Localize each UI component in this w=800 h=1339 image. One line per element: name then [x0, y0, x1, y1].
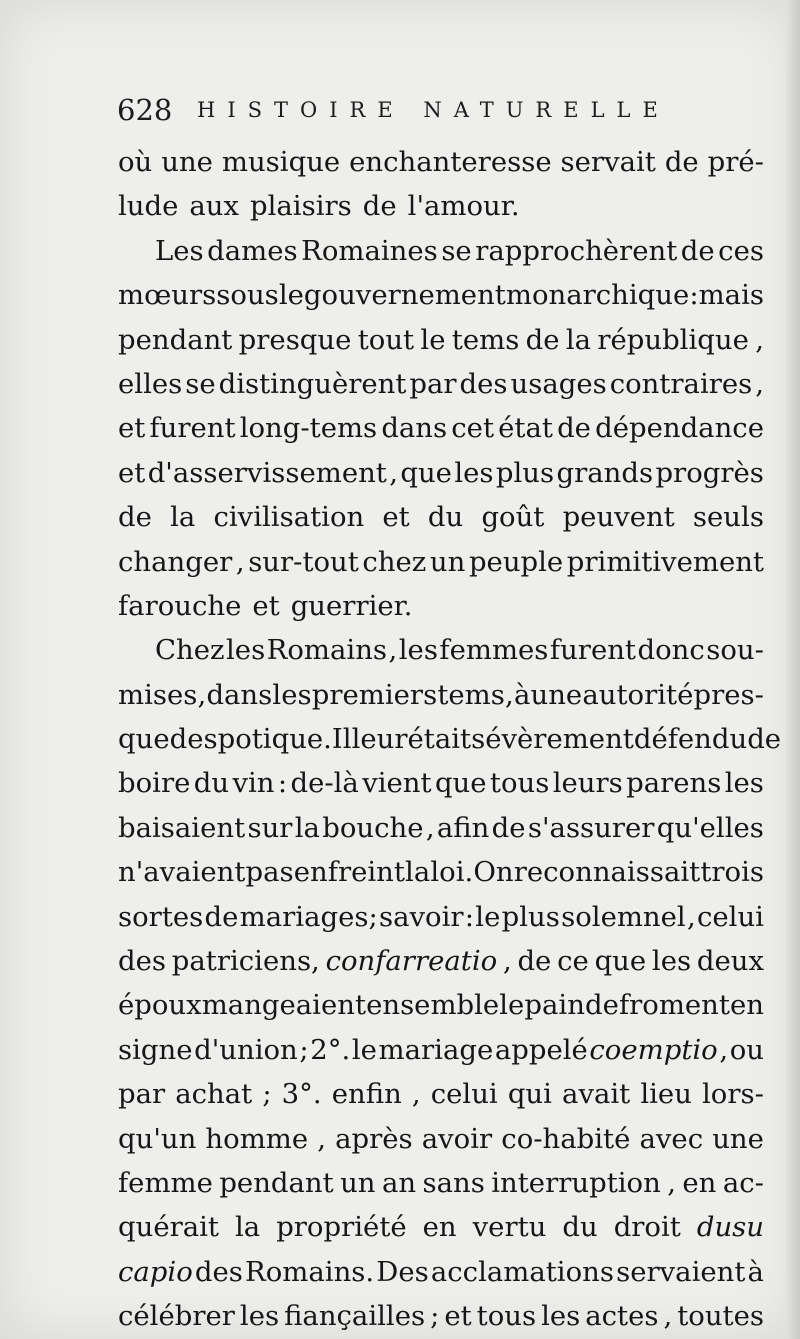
word: ou — [729, 1033, 764, 1066]
word: les — [226, 634, 266, 667]
word: où — [118, 146, 153, 178]
word: dans — [381, 412, 448, 445]
word: 2°. — [310, 1033, 351, 1066]
word: dusu — [696, 1211, 764, 1244]
word: pendant — [118, 323, 233, 356]
word: interruption — [491, 1166, 661, 1199]
word: en — [422, 1211, 457, 1244]
word: tous — [489, 767, 550, 800]
word: actes — [585, 1300, 659, 1333]
word: mais — [698, 279, 764, 312]
word: le — [475, 900, 501, 933]
word: bouche — [322, 811, 424, 844]
word: d'asservissement — [147, 456, 387, 489]
word: une — [161, 146, 213, 178]
word: progrès — [655, 456, 764, 489]
word: que — [434, 767, 487, 800]
word: , — [663, 1300, 673, 1333]
word: des — [118, 945, 166, 978]
word: et — [382, 501, 410, 534]
word: distinguèrent — [218, 367, 407, 400]
word: : — [277, 767, 288, 800]
body-text — [118, 140, 782, 1339]
word: , — [755, 367, 764, 400]
text-line — [118, 584, 764, 628]
word: tous — [476, 1300, 537, 1333]
word: deux — [696, 945, 764, 978]
word: en — [682, 1166, 717, 1199]
word: baisaient — [118, 811, 246, 844]
word: tout — [357, 323, 415, 356]
word: mises — [118, 678, 198, 711]
word: froment — [618, 989, 730, 1022]
text-line — [118, 850, 764, 894]
word: défendu — [633, 723, 748, 756]
word: et — [118, 456, 146, 489]
word: république — [597, 323, 749, 356]
text-line — [118, 628, 764, 672]
word: en — [730, 989, 764, 1022]
word: achat — [175, 1078, 253, 1111]
word: homme — [205, 1122, 309, 1155]
word: cet — [451, 412, 495, 445]
word: confarreatio — [325, 945, 498, 978]
word: d'union — [194, 1033, 298, 1066]
word: les — [272, 678, 312, 711]
word: capio — [118, 1255, 193, 1288]
text-line — [118, 939, 764, 983]
word: les — [454, 456, 494, 489]
word: dans — [206, 678, 273, 711]
word: qu'elles — [656, 811, 764, 844]
word: le — [420, 323, 446, 356]
word: tems — [437, 678, 505, 711]
text-line — [118, 540, 764, 584]
word: n'avaient — [118, 856, 246, 889]
word: la — [294, 811, 320, 844]
word: les — [651, 945, 692, 978]
word: celui — [430, 1078, 498, 1111]
word: et — [444, 1300, 472, 1333]
text-line — [118, 1205, 764, 1249]
word: 3°. — [281, 1078, 322, 1111]
word: lude — [118, 190, 179, 223]
word: Des — [376, 1255, 429, 1288]
word: lors- — [702, 1078, 764, 1111]
word: usages — [510, 367, 607, 400]
word: femme — [118, 1166, 213, 1199]
text-line — [118, 1294, 764, 1338]
word: plus — [501, 900, 560, 933]
word: s'assurer — [527, 811, 655, 844]
word: et — [252, 589, 280, 622]
word: du — [562, 1211, 598, 1244]
text-line — [118, 184, 764, 228]
word: dépendance — [595, 412, 764, 445]
text-line — [118, 673, 764, 717]
word: vient — [362, 767, 432, 800]
word: après — [335, 1122, 413, 1155]
word: les — [398, 634, 438, 667]
word: ; — [262, 1078, 272, 1111]
word: mariage — [378, 1033, 494, 1066]
word: pain — [524, 989, 585, 1022]
word: propriété — [276, 1211, 407, 1244]
word: , — [197, 678, 207, 711]
word: despotique. — [169, 723, 332, 756]
word: le — [278, 279, 304, 312]
text-line — [118, 451, 764, 495]
word: , — [505, 678, 514, 711]
word: : — [464, 900, 475, 933]
word: la — [565, 323, 592, 356]
word: de — [517, 945, 552, 978]
word: quérait — [118, 1211, 219, 1244]
text-line — [118, 273, 764, 317]
word: guerrier. — [290, 589, 413, 622]
word: tems — [451, 323, 520, 356]
word: des — [459, 367, 508, 400]
word: se — [185, 367, 216, 400]
word: loi. — [430, 856, 474, 889]
word: un — [340, 1166, 376, 1199]
word: monarchique — [505, 279, 690, 312]
text-line — [118, 1072, 764, 1116]
word: goût — [481, 501, 545, 534]
word: donc — [637, 634, 705, 667]
word: co-habité — [501, 1122, 631, 1155]
word: ensemble — [366, 989, 500, 1022]
word: furent — [549, 634, 636, 667]
word: que — [118, 723, 170, 756]
text-line — [118, 717, 782, 761]
word: signe — [118, 1033, 193, 1066]
word: femmes — [439, 634, 549, 667]
word: de — [491, 811, 526, 844]
text-line — [118, 318, 764, 362]
word: parens — [626, 767, 722, 800]
word: la — [234, 1211, 261, 1244]
word: la — [170, 501, 196, 534]
word: pendant — [219, 1166, 334, 1199]
word: farouche — [118, 589, 242, 622]
word: enfin — [331, 1078, 402, 1111]
word: une — [530, 678, 583, 711]
word: , — [235, 545, 245, 578]
word: à — [513, 678, 531, 711]
word: ces — [718, 234, 764, 267]
word: des — [194, 1255, 243, 1288]
word: ; — [430, 1300, 440, 1333]
text-line — [118, 983, 764, 1027]
word: de — [680, 234, 715, 267]
word: appelé — [494, 1033, 588, 1066]
word: sur — [247, 811, 293, 844]
word: furent — [149, 412, 236, 445]
text-line — [118, 362, 764, 406]
word: dames — [207, 234, 298, 267]
word: était — [407, 723, 472, 756]
word: célébrer — [118, 1300, 235, 1333]
word: On — [473, 856, 514, 889]
word: de — [204, 900, 239, 933]
word: pres- — [693, 678, 764, 711]
word: , — [755, 323, 764, 356]
word: gouvernement — [303, 279, 506, 312]
word: changer — [118, 545, 233, 578]
word: Chez — [155, 634, 225, 667]
word: chez — [362, 545, 427, 578]
word: plaisirs — [250, 190, 352, 223]
text-line — [118, 495, 764, 539]
text-line — [118, 1161, 764, 1205]
word: lieu — [640, 1078, 692, 1111]
word: boire — [118, 767, 191, 800]
word: acclamations — [430, 1255, 614, 1288]
word: vertu — [472, 1211, 547, 1244]
word: toutes — [677, 1300, 764, 1333]
word: leur — [351, 723, 408, 756]
word: sortes — [118, 900, 204, 933]
word: de — [525, 323, 560, 356]
word: avoir — [421, 1122, 493, 1155]
word: avec — [639, 1122, 704, 1155]
word: , — [388, 634, 398, 667]
word: un — [429, 545, 466, 578]
word: solemnel — [561, 900, 686, 933]
word: de — [664, 146, 699, 178]
word: seuls — [692, 501, 764, 534]
word: premiers — [311, 678, 438, 711]
word: musique — [221, 146, 341, 178]
word: grands — [556, 456, 654, 489]
word: sans — [422, 1166, 485, 1199]
text-line — [118, 1250, 764, 1294]
word: par — [409, 367, 457, 400]
word: les — [239, 1300, 280, 1333]
word: , — [502, 945, 512, 978]
word: mœurs — [118, 279, 217, 312]
word: enfreint — [293, 856, 405, 889]
running-title: HISTOIRE NATURELLE — [197, 98, 670, 122]
text-line — [118, 806, 764, 850]
word: peuple — [468, 545, 564, 578]
word: les — [541, 1300, 581, 1333]
word: autorité — [582, 678, 694, 711]
word: patriciens, — [171, 945, 320, 978]
word: , — [667, 1166, 676, 1199]
word: une — [712, 1122, 764, 1155]
word: l'amour. — [407, 190, 520, 223]
word: rapprochèrent — [475, 234, 678, 267]
page-header — [117, 93, 677, 133]
word: que — [400, 456, 452, 489]
word: , — [389, 456, 398, 489]
word: Il — [331, 723, 352, 756]
word: vin — [232, 767, 275, 800]
word: de — [557, 412, 591, 445]
word: de — [118, 501, 152, 534]
word: qu'un — [118, 1122, 197, 1155]
word: du — [427, 501, 464, 534]
word: de — [362, 190, 397, 223]
word: civilisation — [213, 501, 365, 534]
text-line — [118, 761, 764, 805]
word: Romains — [266, 634, 388, 667]
word: servaient — [616, 1255, 746, 1288]
word: se — [441, 234, 472, 267]
word: , — [317, 1122, 326, 1155]
word: ; — [299, 1033, 309, 1066]
word: celui — [696, 900, 764, 933]
word: les — [724, 767, 764, 800]
page-number: 628 — [117, 93, 173, 127]
word: contraires — [609, 367, 753, 400]
word: fiançailles — [284, 1300, 426, 1333]
word: coemptio — [589, 1033, 718, 1066]
word: et — [118, 412, 146, 445]
word: , — [686, 900, 696, 933]
word: afin — [436, 811, 490, 844]
word: Romains. — [245, 1255, 375, 1288]
word: état — [498, 412, 553, 445]
word: leurs — [552, 767, 623, 800]
word: de — [747, 723, 782, 756]
word: reconnaissait — [513, 856, 701, 889]
word: le — [499, 989, 525, 1022]
word: savoir — [378, 900, 464, 933]
word: à — [747, 1255, 764, 1288]
word: elles — [118, 367, 183, 400]
word: sou- — [706, 634, 764, 667]
word: le — [351, 1033, 377, 1066]
word: primitivement — [566, 545, 764, 578]
text-line — [118, 1117, 764, 1161]
word: peuvent — [562, 501, 675, 534]
word: Les — [155, 234, 204, 267]
text-line — [118, 406, 764, 450]
word: plus — [495, 456, 555, 489]
word: de-là — [290, 767, 359, 800]
text-line — [118, 895, 764, 939]
text-line — [118, 229, 764, 273]
word: enchanteresse — [349, 146, 552, 178]
word: , — [411, 1078, 421, 1111]
word: par — [118, 1078, 166, 1111]
word: Romaines — [301, 234, 438, 267]
text-line — [118, 1028, 764, 1072]
word: avait — [562, 1078, 631, 1111]
word: aux — [189, 190, 240, 223]
word: droit — [613, 1211, 681, 1244]
word: long-tems — [239, 412, 378, 445]
word: , — [425, 811, 435, 844]
word: , — [719, 1033, 729, 1066]
word: sévèrement — [471, 723, 634, 756]
page-edge-shadow — [786, 0, 800, 1339]
word: mariages; — [239, 900, 378, 933]
word: servait — [560, 146, 656, 178]
word: ce — [557, 945, 589, 978]
word: la — [405, 856, 431, 889]
word: pas — [245, 856, 294, 889]
word: mangeaient — [201, 989, 367, 1022]
word: sur-tout — [248, 545, 359, 578]
word: sous — [216, 279, 279, 312]
word: presque — [238, 323, 352, 356]
word: du — [193, 767, 230, 800]
word: époux — [118, 989, 202, 1022]
word: an — [381, 1166, 417, 1199]
word: pré- — [707, 146, 764, 178]
word: ac- — [722, 1166, 764, 1199]
word: : — [689, 279, 699, 312]
word: qui — [507, 1078, 552, 1111]
word: que — [594, 945, 647, 978]
word: trois — [700, 856, 764, 889]
text-line — [118, 140, 764, 184]
word: de — [584, 989, 619, 1022]
